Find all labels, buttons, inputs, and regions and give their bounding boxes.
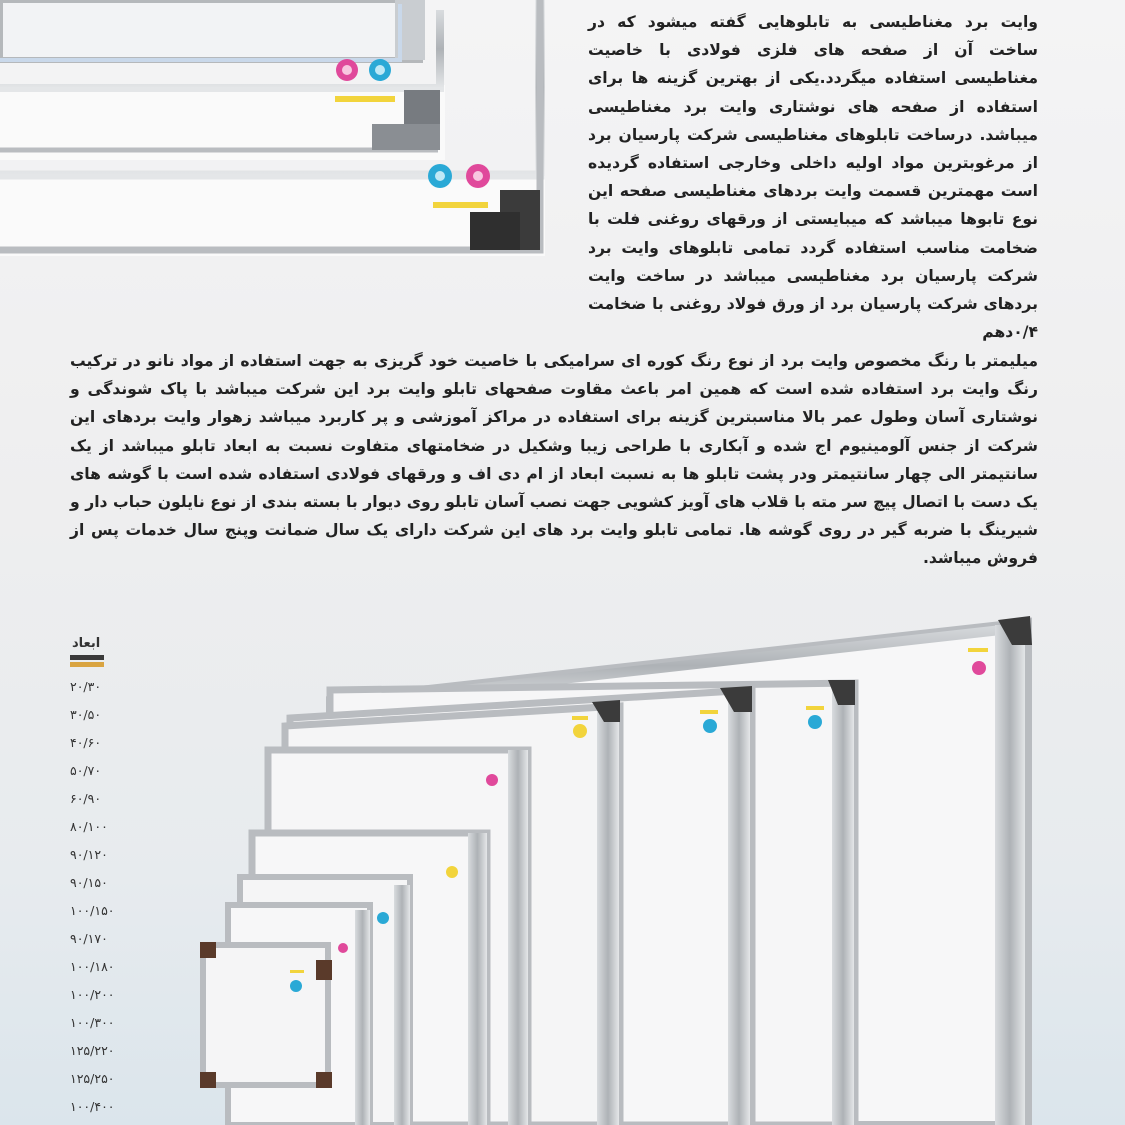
dimension-item: ۴۰/۶۰ bbox=[70, 735, 102, 750]
dimension-item: ۱۲۵/۲۲۰ bbox=[70, 1043, 115, 1058]
intro-paragraph: وایت برد مغناطیسی به تابلوهایی گفته میشود که در ساخت آن از صفحه های فلزی فولادی با خاصیت مغناطیسی استفاده میگردد.یکی از بهترین گزینه ها برای استفاده از صفحه های نوشتاری وایت برد مغناطیسی میباشد. درساخت تابلوهای مغناطیسی شرکت پارسیان برد از مرغوبترین مواد اولیه داخلی وخارجی استفاده گردیده است مهمترین قسمت وایت بردهای مغناطیسی صفحه این نوع تابوها میباشد که میبایستی از ورقهای روغنی فلت با ضخامت مناسب استفاده گردد تمامی تابلوهای وایت برد شرکت پارسیان برد مغناطیسی میباشد در ساخت وایت بردهای شرکت پارسیان برد از ورق فولاد روغنی با ضخامت ۰/۴دهم bbox=[588, 13, 1038, 342]
dimension-item: ۱۰۰/۱۵۰ bbox=[70, 903, 115, 918]
dimension-item: ۱۰۰/۲۰۰ bbox=[70, 987, 115, 1002]
top-boards-photo bbox=[0, 0, 545, 256]
main-paragraph: میلیمتر با رنگ مخصوص وایت برد از نوع رنگ کوره ای سرامیکی با خاصیت خود گریزی به جهت استفاده از مواد نانو در ترکیب رنگ وایت برد استفاده شده است که همین امر باعث مقاوت صفحهای تابلو وایت برد این شرکت میباشد با پاک شوندگی و نوشتاری آسان وطول عمر بالا مناسبترین گزینه برای استفاده در مراکز آموزشی و پر کاربرد میباشد زهوار وایت بردهای این شرکت از جنس آلومینیوم اج شده و آبکاری با طراحی زیبا وشکیل در ضخامتهای متفاوت نسبت به ابعاد تابلو میباشد از یک سانتیمتر الی چهار سانتیمتر ودر پشت تابلو ها به نسبت ابعاد از ام دی اف و ورقهای فولادی استفاده شده است با گوشه های یک دست با اتصال پیچ سر مته با قلاب های آویز کشویی جهت نصب آسان تابلو روی دیوار با بسته بندی از نوع نایلون حباب دار و شیرینگ با ضربه گیر در روی گوشه ها. تمامی تابلو وایت برد های این شرکت دارای یک سال ضمانت وپنج سال خدمات پس از فروش میباشد. bbox=[70, 352, 1038, 568]
dimension-item: ۶۰/۹۰ bbox=[70, 791, 102, 806]
stacked-boards-photo bbox=[200, 616, 1032, 1125]
dimension-item: ۱۰۰/۱۸۰ bbox=[70, 959, 115, 974]
dimensions-title: ابعاد bbox=[72, 636, 101, 651]
dimension-item: ۱۰۰/۴۰۰ bbox=[70, 1099, 115, 1114]
dimensions-dark-bar bbox=[70, 655, 104, 660]
dimension-item: ۲۰/۳۰ bbox=[70, 679, 102, 694]
dimension-item: ۹۰/۱۵۰ bbox=[70, 875, 108, 890]
dimension-item: ۸۰/۱۰۰ bbox=[70, 819, 108, 834]
dimension-item: ۵۰/۷۰ bbox=[70, 763, 102, 778]
dimension-item: ۱۲۵/۲۵۰ bbox=[70, 1071, 115, 1086]
dimension-item: ۹۰/۱۲۰ bbox=[70, 847, 108, 862]
dimensions-gold-bar bbox=[70, 662, 104, 667]
dimension-item: ۱۰۰/۳۰۰ bbox=[70, 1015, 115, 1030]
dimensions-list bbox=[70, 636, 140, 1121]
dimension-item: ۹۰/۱۷۰ bbox=[70, 931, 108, 946]
dimension-item: ۳۰/۵۰ bbox=[70, 707, 102, 722]
